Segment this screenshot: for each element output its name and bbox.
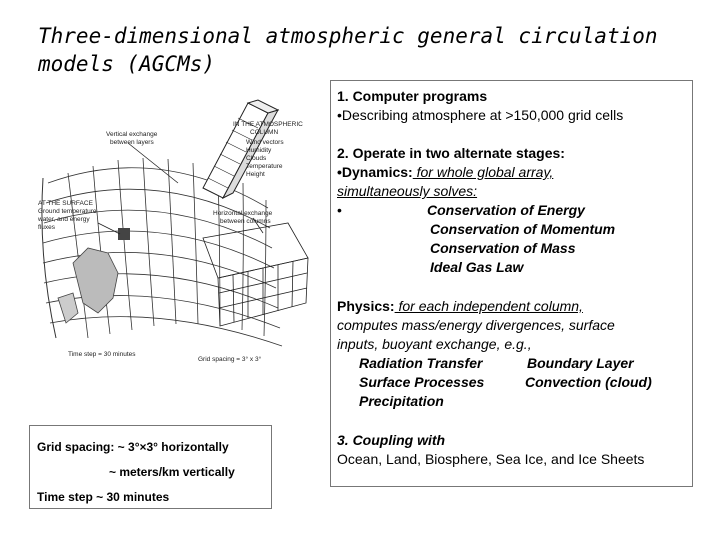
- agcm-grid-figure: [38, 88, 328, 383]
- label-vertical-exchange: Vertical exchange: [106, 131, 158, 138]
- law-momentum: Conservation of Momentum: [430, 221, 616, 237]
- law-mass: Conservation of Mass: [430, 240, 576, 256]
- svg-text:between columns: between columns: [220, 218, 271, 225]
- grid-diagram: [38, 88, 328, 383]
- label-atmospheric-column: IN THE ATMOSPHERIC: [233, 121, 303, 128]
- section-3-heading: 3. Coupling with: [337, 432, 446, 448]
- physics-line-2: computes mass/energy divergences, surface: [337, 317, 615, 333]
- dynamics-bullet: •: [337, 202, 342, 218]
- section-1-text: •Describing atmosphere at >150,000 grid cells: [337, 107, 624, 123]
- label-time-step: Time step = 30 minutes: [68, 351, 136, 358]
- svg-text:COLUMN: COLUMN: [250, 129, 279, 136]
- slide-title: Three-dimensional atmospheric general circulation models (AGCMs): [38, 24, 658, 76]
- process-precipitation: Precipitation: [359, 393, 444, 409]
- process-surface: Surface Processes: [359, 374, 485, 390]
- svg-text:Humidity: Humidity: [246, 147, 272, 154]
- section-2-heading: 2. Operate in two alternate stages:: [337, 145, 565, 161]
- process-convection: Convection (cloud): [525, 374, 652, 390]
- svg-text:between layers: between layers: [110, 139, 154, 146]
- law-energy: Conservation of Energy: [427, 202, 585, 218]
- grid-horizontal-text: Grid spacing: ~ 3°×3° horizontally: [37, 440, 229, 454]
- dynamics-line: [337, 163, 553, 181]
- dynamics-label: •Dynamics:: [337, 164, 413, 180]
- dynamics-text: for whole global array,: [412, 164, 554, 180]
- label-grid-spacing: Grid spacing = 3° x 3°: [198, 356, 262, 363]
- svg-text:Height: Height: [246, 171, 265, 178]
- physics-text: for each independent column,: [394, 298, 583, 314]
- time-step-text: Time step ~ 30 minutes: [37, 490, 170, 504]
- svg-text:Ground temperature: Ground temperature: [38, 208, 97, 215]
- label-at-surface: AT THE SURFACE: [38, 200, 93, 207]
- physics-line: [337, 297, 583, 315]
- grid-vertical-text: ~ meters/km vertically: [109, 465, 235, 479]
- law-ideal-gas: Ideal Gas Law: [430, 259, 524, 275]
- svg-text:Clouds: Clouds: [246, 155, 267, 162]
- svg-text:Temperature: Temperature: [246, 163, 283, 170]
- physics-label: Physics:: [337, 298, 395, 314]
- svg-text:Wind vectors: Wind vectors: [246, 139, 284, 146]
- grid-spacing-box: [29, 425, 272, 509]
- process-boundary-layer: Boundary Layer: [527, 355, 634, 371]
- physics-line-3: inputs, buoyant exchange, e.g.,: [337, 336, 532, 352]
- model-description-box: [330, 80, 693, 487]
- section-3-text: Ocean, Land, Biosphere, Sea Ice, and Ice Sheets: [337, 451, 645, 467]
- svg-text:fluxes: fluxes: [38, 224, 55, 231]
- section-1-heading: 1. Computer programs: [337, 88, 488, 104]
- label-horizontal-exchange: Horizontal exchange: [213, 210, 273, 217]
- svg-text:water, and energy: water, and energy: [38, 216, 90, 223]
- dynamics-text-2: simultaneously solves:: [337, 183, 478, 199]
- process-radiation: Radiation Transfer: [359, 355, 483, 371]
